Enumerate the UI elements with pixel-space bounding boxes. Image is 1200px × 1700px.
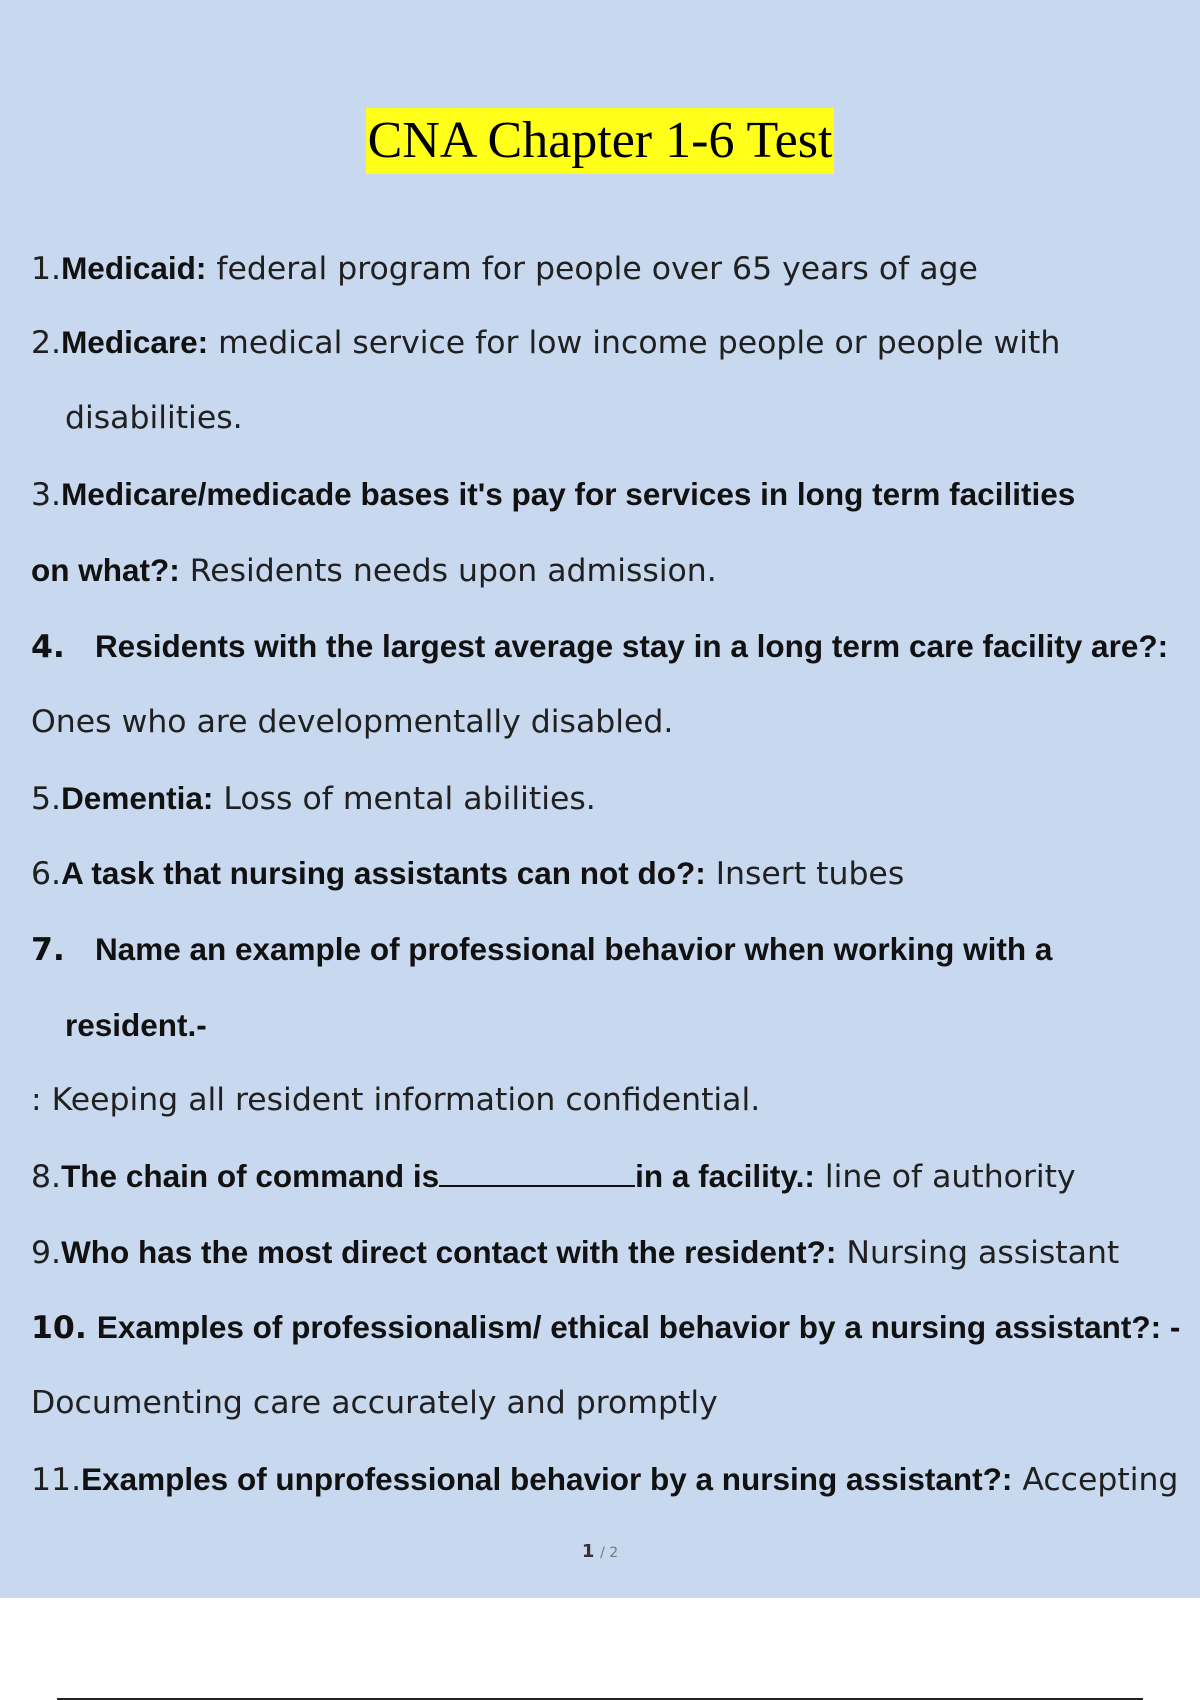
item-question: Name an example of professional behavior when working with a <box>94 931 1053 967</box>
item-2-continuation <box>65 398 243 438</box>
item-question-tail: - <box>1161 1309 1181 1345</box>
item-question: The chain of command is <box>61 1158 440 1194</box>
item-answer-continued: disabilities. <box>65 400 243 436</box>
item-2 <box>31 322 1060 363</box>
item-number: 8. <box>31 1159 62 1195</box>
item-question: Medicaid: <box>61 250 207 286</box>
item-number: 9. <box>31 1235 62 1271</box>
page-indicator <box>0 1541 1200 1562</box>
item-answer: Residents needs upon admission. <box>179 553 717 589</box>
item-4 <box>31 626 1168 667</box>
current-page-number: 1 <box>581 1541 595 1562</box>
item-answer: medical service for low income people or people with <box>208 325 1061 361</box>
item-8 <box>31 1156 1076 1197</box>
item-3-continuation <box>31 550 717 591</box>
item-3 <box>31 474 1075 515</box>
item-number: 5. <box>31 781 62 817</box>
item-1 <box>31 248 978 289</box>
item-answer: Accepting <box>1012 1462 1179 1498</box>
item-7-continuation <box>65 1005 207 1046</box>
item-question: Medicare: <box>61 324 209 360</box>
item-question-continued: resident.- <box>65 1007 207 1043</box>
item-answer: federal program for people over 65 years of age <box>206 251 978 287</box>
total-pages: / 2 <box>600 1545 619 1561</box>
item-11 <box>31 1459 1178 1500</box>
item-question: Examples of unprofessional behavior by a nursing assistant?: <box>81 1461 1013 1497</box>
item-5 <box>31 778 596 819</box>
item-answer: Ones who are developmentally disabled. <box>31 704 674 740</box>
item-answer: Documenting care accurately and promptly <box>31 1385 718 1421</box>
item-number: 1. <box>31 251 62 287</box>
item-4-answer-line <box>31 702 673 742</box>
item-number: 11. <box>31 1462 82 1498</box>
item-number: 4. <box>31 629 65 665</box>
item-number: 10. <box>31 1310 87 1346</box>
item-question: Examples of professionalism/ ethical behavior by a nursing assistant?: <box>96 1309 1162 1345</box>
item-number: 7. <box>31 932 65 968</box>
item-question: Medicare/medicade bases it's pay for services in long term facilities <box>61 476 1076 512</box>
item-question-continued: on what?: <box>31 552 180 588</box>
item-answer: Insert tubes <box>705 856 905 892</box>
item-answer: : Keeping all resident information confidential. <box>31 1082 761 1118</box>
item-7-answer-line <box>31 1080 760 1120</box>
item-number: 6. <box>31 856 62 892</box>
item-10-answer-line <box>31 1383 718 1423</box>
item-question: A task that nursing assistants can not do?: <box>61 855 706 891</box>
document-title: CNA Chapter 1-6 Test <box>366 108 835 174</box>
fill-in-blank <box>439 1161 635 1187</box>
item-answer: Loss of mental abilities. <box>213 781 596 817</box>
item-answer: line of authority <box>814 1159 1076 1195</box>
item-answer: Nursing assistant <box>836 1235 1120 1271</box>
item-9 <box>31 1232 1119 1273</box>
item-question-after-blank: in a facility.: <box>635 1158 815 1194</box>
item-question: Dementia: <box>61 780 214 816</box>
item-10 <box>31 1307 1180 1348</box>
item-question: Who has the most direct contact with the resident?: <box>61 1234 837 1270</box>
item-6 <box>31 853 904 894</box>
title-wrap <box>0 108 1200 174</box>
item-question: Residents with the largest average stay in a long term care facility are?: <box>94 628 1169 664</box>
item-7 <box>31 929 1052 970</box>
item-number: 3. <box>31 477 62 513</box>
item-number: 2. <box>31 325 62 361</box>
